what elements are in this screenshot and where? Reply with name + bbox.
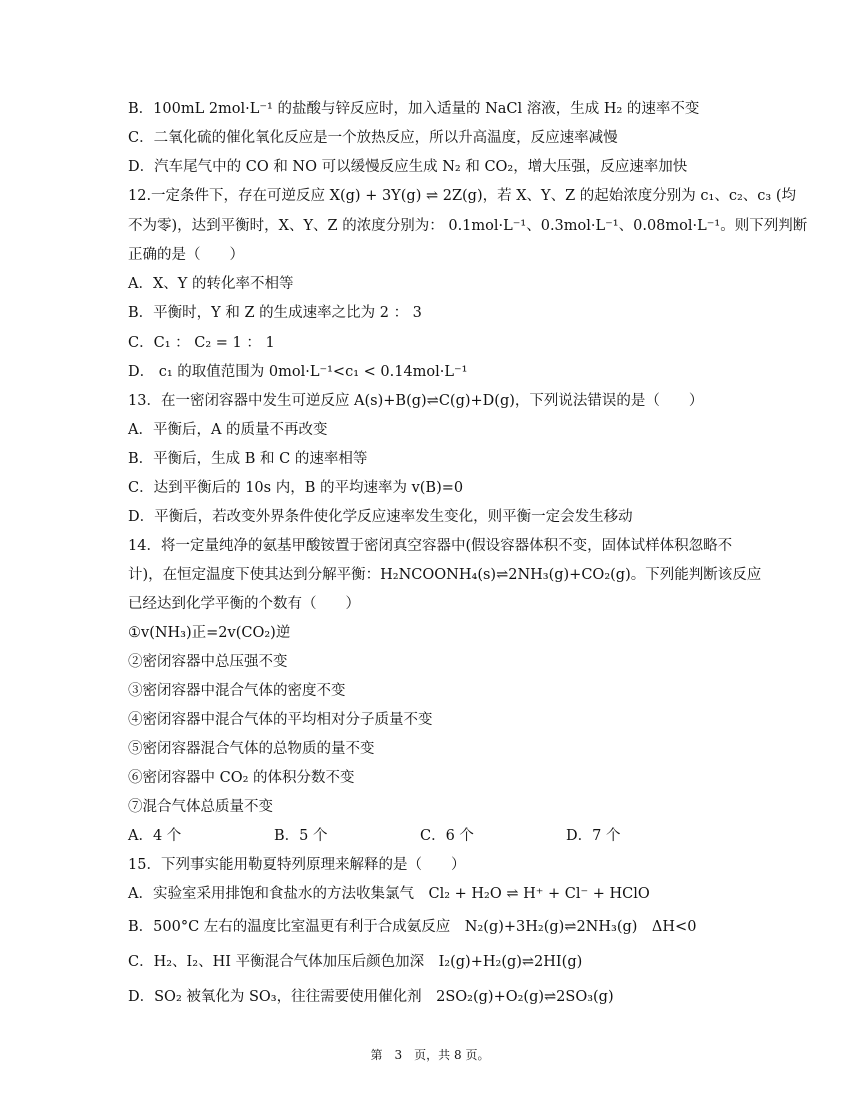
- q11-option-b: B．100mL 2mol·L⁻¹ 的盐酸与锌反应时，加入适量的 NaCl 溶液，生成 H₂ 的速率不变: [128, 101, 700, 117]
- q14-condition-5: ⑤密闭容器混合气体的总物质的量不变: [128, 741, 375, 757]
- q14-condition-4: ④密闭容器中混合气体的平均相对分子质量不变: [128, 712, 433, 728]
- q12-stem-line-1: 12.一定条件下，存在可逆反应 X(g) + 3Y(g) ⇌ 2Z(g)，若 X、Y、Z 的起始浓度分别为 c₁、c₂、c₃ (均: [128, 188, 796, 204]
- q11-option-d: D．汽车尾气中的 CO 和 NO 可以缓慢反应生成 N₂ 和 CO₂，增大压强，反应速率加快: [128, 159, 688, 175]
- q14-condition-7: ⑦混合气体总质量不变: [128, 799, 273, 815]
- q13-option-d: D．平衡后，若改变外界条件使化学反应速率发生变化，则平衡一定会发生移动: [128, 509, 633, 525]
- q12-stem-line-2: 不为零)，达到平衡时，X、Y、Z 的浓度分别为： 0.1mol·L⁻¹、0.3mol·L⁻¹、0.08mol·L⁻¹。则下列判断: [128, 218, 808, 234]
- q15-option-a: A．实验室采用排饱和食盐水的方法收集氯气 Cl₂ + H₂O ⇌ H⁺ + Cl⁻ + HClO: [128, 886, 650, 902]
- q12-stem-line-3: 正确的是（ ）: [128, 247, 244, 263]
- q14-condition-2: ②密闭容器中总压强不变: [128, 654, 288, 670]
- q14-option-b: B．5 个: [274, 828, 328, 844]
- q14-condition-3: ③密闭容器中混合气体的密度不变: [128, 683, 346, 699]
- q14-condition-6: ⑥密闭容器中 CO₂ 的体积分数不变: [128, 770, 355, 786]
- q14-option-c: C．6 个: [420, 828, 474, 844]
- q11-option-c: C．二氧化硫的催化氧化反应是一个放热反应，所以升高温度，反应速率减慢: [128, 130, 618, 146]
- q14-stem-line-2: 计)，在恒定温度下使其达到分解平衡：H₂NCOONH₄(s)⇌2NH₃(g)+CO₂(g)。下列能判断该反应: [128, 567, 762, 583]
- q15-option-b: B．500°C 左右的温度比室温更有利于合成氨反应 N₂(g)+3H₂(g)⇌2NH₃(g) ΔH<0: [128, 919, 697, 935]
- q14-stem-line-3: 已经达到化学平衡的个数有（ ）: [128, 596, 360, 612]
- q14-option-a: A．4 个: [128, 828, 182, 844]
- page-footer: 第 3 页，共 8 页。: [370, 1048, 490, 1062]
- q12-option-a: A．X、Y 的转化率不相等: [128, 276, 294, 292]
- q14-condition-1: ①v(NH₃)正=2v(CO₂)逆: [128, 625, 291, 641]
- q14-options: [128, 826, 732, 846]
- q12-option-b: B．平衡时，Y 和 Z 的生成速率之比为 2 ： 3: [128, 305, 422, 321]
- q12-option-d: D． c₁ 的取值范围为 0mol·L⁻¹<c₁ < 0.14mol·L⁻¹: [128, 364, 468, 380]
- q13-option-a: A．平衡后，A 的质量不再改变: [128, 422, 328, 438]
- q14-stem-line-1: 14．将一定量纯净的氨基甲酸铵置于密闭真空容器中(假设容器体积不变，固体试样体积忽略不: [128, 538, 733, 554]
- q13-stem: 13．在一密闭容器中发生可逆反应 A(s)+B(g)⇌C(g)+D(g)，下列说法错误的是（ ）: [128, 393, 704, 409]
- q13-option-b: B．平衡后，生成 B 和 C 的速率相等: [128, 451, 368, 467]
- q15-option-c: C．H₂、I₂、HI 平衡混合气体加压后颜色加深 I₂(g)+H₂(g)⇌2HI(g): [128, 954, 583, 970]
- q15-stem: 15．下列事实能用勒夏特列原理来解释的是（ ）: [128, 857, 466, 873]
- q14-option-d: D．7 个: [566, 828, 621, 844]
- q15-option-d: D．SO₂ 被氧化为 SO₃，往往需要使用催化剂 2SO₂(g)+O₂(g)⇌2SO₃(g): [128, 989, 614, 1005]
- q12-option-c: C．C₁ ： C₂ = 1 ： 1: [128, 335, 275, 351]
- q13-option-c: C．达到平衡后的 10s 内，B 的平均速率为 v(B)=0: [128, 480, 464, 496]
